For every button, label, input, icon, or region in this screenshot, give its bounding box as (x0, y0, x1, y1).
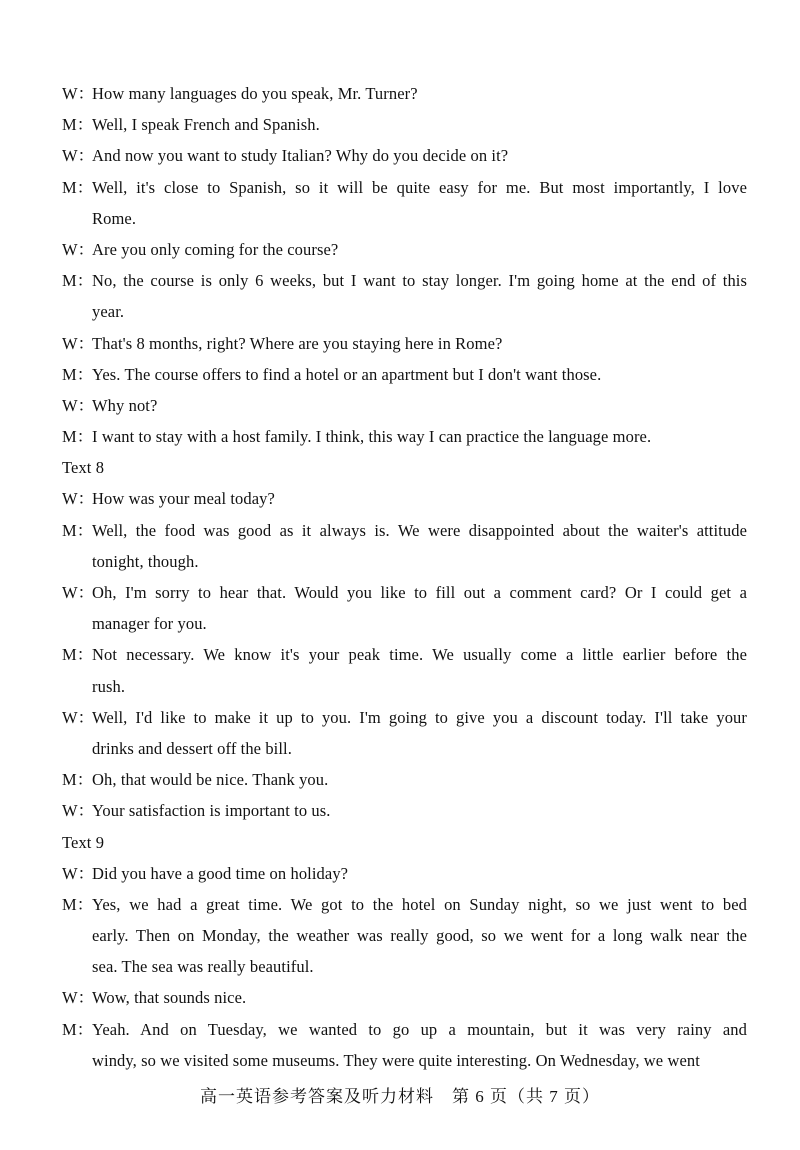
dialogue-text: early. Then on Monday, the weather was really good, so we went for a long walk near the (92, 926, 747, 946)
dialogue-line (62, 140, 747, 171)
dialogue-line (62, 265, 747, 296)
speaker-label: M： (62, 177, 94, 197)
dialogue-line (62, 764, 747, 795)
dialogue-line (62, 172, 747, 203)
dialogue-text: Well, I'd like to make it up to you. I'm going to give you a discount today. I'll take your (92, 707, 747, 727)
dialogue-text: tonight, though. (92, 551, 199, 571)
dialogue-text: year. (92, 302, 125, 322)
dialogue-line (62, 951, 747, 982)
speaker-label: M： (62, 894, 94, 914)
dialogue-line (62, 203, 747, 234)
dialogue-line (62, 78, 747, 109)
dialogue-line (62, 515, 747, 546)
section-heading: Text 8 (62, 458, 105, 478)
dialogue-line (62, 733, 747, 764)
dialogue-text: Not necessary. We know it's your peak time. We usually come a little earlier before the (92, 645, 747, 665)
dialogue-text: Yes. The course offers to find a hotel or an apartment but I don't want those. (92, 364, 602, 384)
speaker-label: W： (62, 707, 95, 727)
dialogue-text: How many languages do you speak, Mr. Turner? (92, 84, 418, 103)
speaker-label: M： (62, 115, 94, 135)
dialogue-line (62, 109, 747, 140)
dialogue-text: No, the course is only 6 weeks, but I want to stay longer. I'm going home at the end of this (92, 271, 747, 291)
dialogue-line (62, 982, 747, 1013)
speaker-label: M： (62, 427, 94, 447)
dialogue-text: How was your meal today? (92, 489, 275, 509)
dialogue-line (62, 296, 747, 327)
dialogue-line (62, 390, 747, 421)
speaker-label: M： (62, 1019, 94, 1039)
dialogue-text: Well, it's close to Spanish, so it will be quite easy for me. But most importantly, I love (92, 177, 747, 197)
speaker-label: W： (62, 239, 95, 259)
dialogue-line (62, 328, 747, 359)
dialogue-text: drinks and dessert off the bill. (92, 738, 292, 758)
dialogue-line (62, 702, 747, 733)
page-footer: 高一英语参考答案及听力材料 第 6 页（共 7 页） (200, 1087, 600, 1106)
dialogue-text: rush. (92, 676, 126, 696)
dialogue-line (62, 577, 747, 608)
speaker-label: W： (62, 583, 95, 602)
dialogue-line (62, 920, 747, 951)
dialogue-line (62, 889, 747, 920)
dialogue-text: Well, the food was good as it always is. We were disappointed about the waiter's attitude (92, 520, 747, 540)
dialogue-line (62, 795, 747, 826)
dialogue-line (62, 1014, 747, 1045)
dialogue-line (62, 639, 747, 670)
dialogue-text: manager for you. (92, 614, 207, 634)
dialogue-transcript (62, 78, 747, 1076)
speaker-label: M： (62, 520, 94, 540)
speaker-label: W： (62, 863, 95, 883)
dialogue-line (62, 483, 747, 514)
dialogue-text: That's 8 months, right? Where are you staying here in Rome? (92, 333, 503, 353)
dialogue-text: Did you have a good time on holiday? (92, 863, 349, 883)
dialogue-line (62, 1045, 747, 1076)
dialogue-text: sea. The sea was really beautiful. (92, 957, 314, 977)
speaker-label: W： (62, 146, 95, 166)
dialogue-text: Rome. (92, 208, 137, 228)
speaker-label: W： (62, 84, 95, 103)
dialogue-text: Oh, that would be nice. Thank you. (92, 770, 329, 790)
section-heading: Text 9 (62, 832, 105, 852)
dialogue-line (62, 671, 747, 702)
dialogue-text: I want to stay with a host family. I think, this way I can practice the language more. (92, 427, 652, 447)
speaker-label: W： (62, 395, 95, 415)
speaker-label: W： (62, 333, 95, 353)
dialogue-text: Well, I speak French and Spanish. (92, 115, 320, 135)
speaker-label: W： (62, 489, 95, 509)
speaker-label: M： (62, 271, 94, 291)
dialogue-line (62, 421, 747, 452)
dialogue-text: Yeah. And on Tuesday, we wanted to go up a mountain, but it was very rainy and (92, 1019, 747, 1039)
dialogue-line (62, 858, 747, 889)
speaker-label: M： (62, 770, 94, 790)
dialogue-line (62, 546, 747, 577)
dialogue-text: Your satisfaction is important to us. (92, 801, 331, 821)
dialogue-text: Wow, that sounds nice. (92, 988, 247, 1008)
dialogue-line (62, 608, 747, 639)
speaker-label: W： (62, 801, 95, 821)
dialogue-text: Yes, we had a great time. We got to the hotel on Sunday night, so we just went to bed (92, 894, 747, 914)
dialogue-text: Are you only coming for the course? (92, 239, 339, 259)
dialogue-text: windy, so we visited some museums. They were quite interesting. On Wednesday, we went (92, 1050, 700, 1070)
dialogue-line (62, 359, 747, 390)
speaker-label: M： (62, 364, 94, 384)
speaker-label: W： (62, 988, 95, 1008)
dialogue-text: Oh, I'm sorry to hear that. Would you like to fill out a comment card? Or I could get a (92, 583, 747, 602)
dialogue-line (62, 234, 747, 265)
dialogue-text: Why not? (92, 395, 158, 415)
speaker-label: M： (62, 645, 94, 665)
dialogue-text: And now you want to study Italian? Why do you decide on it? (92, 146, 509, 166)
